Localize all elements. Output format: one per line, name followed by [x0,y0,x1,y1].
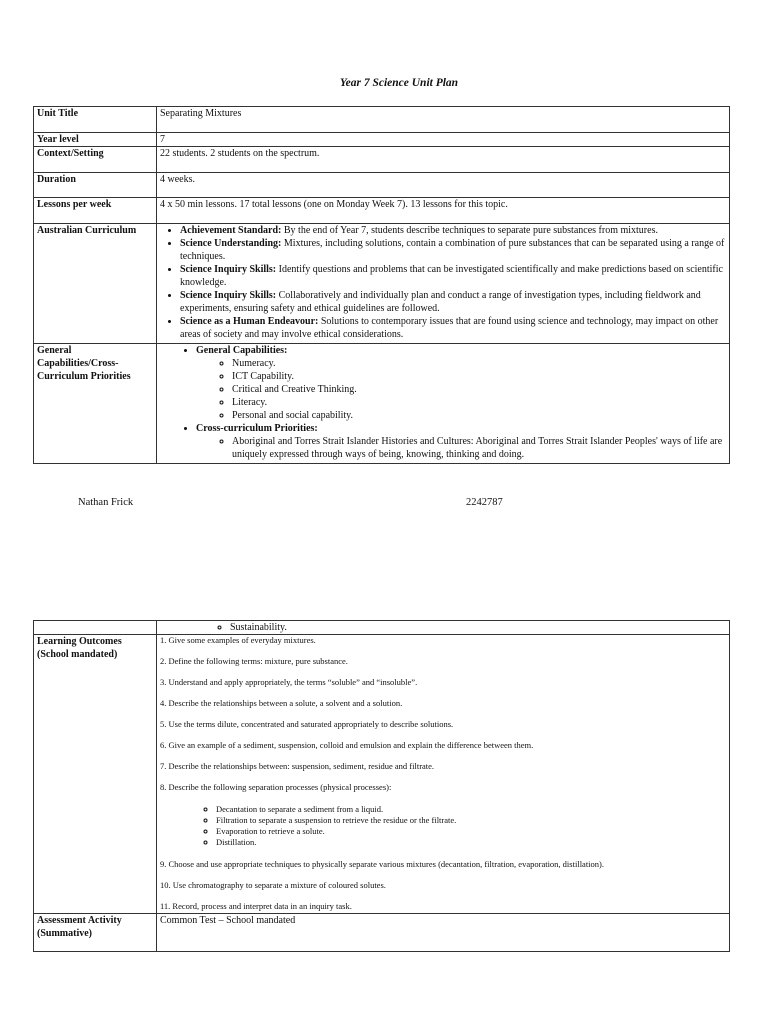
curriculum-item-head: Science Inquiry Skills: [180,264,277,275]
general-capabilities-head: General Capabilities: [196,345,288,356]
priority-item: ◦ Sustainability. [230,621,726,634]
capability-item: ◦ Literacy. [232,396,726,409]
lessons-label: Lessons per week [34,198,157,224]
outcome-item: 7. Describe the relationships between: suspension, sediment, residue and filtrate. [160,761,435,771]
general-capabilities-items [196,357,726,422]
general-capabilities-label: General Capabilities/Cross-Curriculum Priorities [34,344,157,464]
outcome-item: 5. Use the terms dilute, concentrated and saturated appropriately to describe solutions. [160,719,454,729]
row-lessons [34,198,730,224]
context-label: Context/Setting [34,147,157,173]
priority-item: ◦ Aboriginal and Torres Strait Islander Histories and Cultures: Aboriginal and Torres Strait Islander Peoples' ways of life are uniquely expressed through ways of being, knowing, thinking and doing. [232,435,726,461]
curriculum-item-text: Collaboratively and individually plan and conduct a range of investigation types, including fieldwork and experiments, ensuring safety and ethical guidelines are followed. [180,290,701,314]
process-item: ◦ Decantation to separate a sediment from a liquid. [216,804,726,815]
curriculum-item [180,289,726,315]
curriculum-item [180,315,726,341]
outcome-item: 6. Give an example of a sediment, suspension, colloid and emulsion and explain the difference between them. [160,740,534,750]
curriculum-label: Australian Curriculum [34,224,157,344]
row-unit-title [34,107,730,133]
lessons-value: 4 x 50 min lessons. 17 total lessons (one on Monday Week 7). 13 lessons for this topic. [157,198,730,224]
outcome-item: 9. Choose and use appropriate techniques to physically separate various mixtures (decantation, filtration, evaporation, distillation). [160,859,605,869]
outcome-item: 8. Describe the following separation processes (physical processes): [160,782,392,792]
outcome-item: 1. Give some examples of everyday mixtures. [160,635,316,645]
capability-item: ◦ Critical and Creative Thinking. [232,383,726,396]
row-learning-outcomes [34,635,730,914]
continued-list [160,621,726,634]
outcome-item: 11. Record, process and interpret data in an inquiry task. [160,901,352,911]
row-continued [34,621,730,635]
process-item: ◦ Filtration to separate a suspension to retrieve the residue or the filtrate. [216,815,726,826]
general-capabilities-value [157,344,730,464]
outcome-item: 4. Describe the relationships between a solute, a solvent and a solution. [160,698,403,708]
curriculum-item-head: Achievement Standard: [180,225,282,236]
curriculum-value [157,224,730,344]
process-item: ◦ Distillation. [216,837,726,848]
continued-value [157,621,730,635]
curriculum-item-text: Mixtures, including solutions, contain a combination of pure substances that can be separated using a range of techniques. [180,238,725,262]
unit-plan-table [33,106,730,464]
row-context [34,147,730,173]
duration-value: 4 weeks. [157,173,730,198]
curriculum-item-head: Science Understanding: [180,238,282,249]
learning-outcomes-value [157,635,730,914]
curriculum-item [180,237,726,263]
separation-process-list [160,804,726,848]
context-value: 22 students. 2 students on the spectrum. [157,147,730,173]
assessment-label: Assessment Activity (Summative) [34,914,157,952]
assessment-value: Common Test – School mandated [157,914,730,952]
row-duration [34,173,730,198]
unit-title-label: Unit Title [34,107,157,133]
curriculum-item [180,263,726,289]
row-year-level [34,133,730,147]
year-level-value: 7 [157,133,730,147]
duration-label: Duration [34,173,157,198]
capability-item: ◦ ICT Capability. [232,370,726,383]
outcome-item: 2. Define the following terms: mixture, pure substance. [160,656,348,666]
curriculum-item-text: Identify questions and problems that can be investigated scientifically and make predictions based on scientific knowledge. [180,264,723,288]
curriculum-item-text: By the end of Year 7, students describe techniques to separate pure substances from mixtures. [281,225,658,236]
outcome-item: 10. Use chromatography to separate a mixture of coloured solutes. [160,880,386,890]
cross-curriculum-head: Cross-curriculum Priorities: [196,423,318,434]
unit-title-value: Separating Mixtures [157,107,730,133]
continued-label [34,621,157,635]
curriculum-list [160,224,726,341]
row-curriculum [34,224,730,344]
unit-plan-table-continued [33,620,730,952]
document-title: Year 7 Science Unit Plan [339,77,459,89]
curriculum-item-head: Science Inquiry Skills: [180,290,277,301]
general-capabilities-group [196,344,726,422]
year-level-label: Year level [34,133,157,147]
capability-item: ◦ Numeracy. [232,357,726,370]
general-list [160,344,726,461]
cross-curriculum-group [196,422,726,461]
row-assessment [34,914,730,952]
learning-outcomes-label: Learning Outcomes (School mandated) [34,635,157,914]
curriculum-item [180,224,726,237]
curriculum-item-text: Solutions to contemporary issues that are found using science and technology, may impact on other areas of society and may involve ethical considerations. [180,316,719,340]
student-id: 2242787 [466,497,503,508]
cross-curriculum-items [196,435,726,461]
curriculum-item-head: Science as a Human Endeavour: [180,316,319,327]
capability-item: ◦ Personal and social capability. [232,409,726,422]
row-general-capabilities [34,344,730,464]
author-name: Nathan Frick [78,497,134,508]
outcome-item: 3. Understand and apply appropriately, the terms “soluble” and “insoluble”. [160,677,418,687]
process-item: ◦ Evaporation to retrieve a solute. [216,826,726,837]
